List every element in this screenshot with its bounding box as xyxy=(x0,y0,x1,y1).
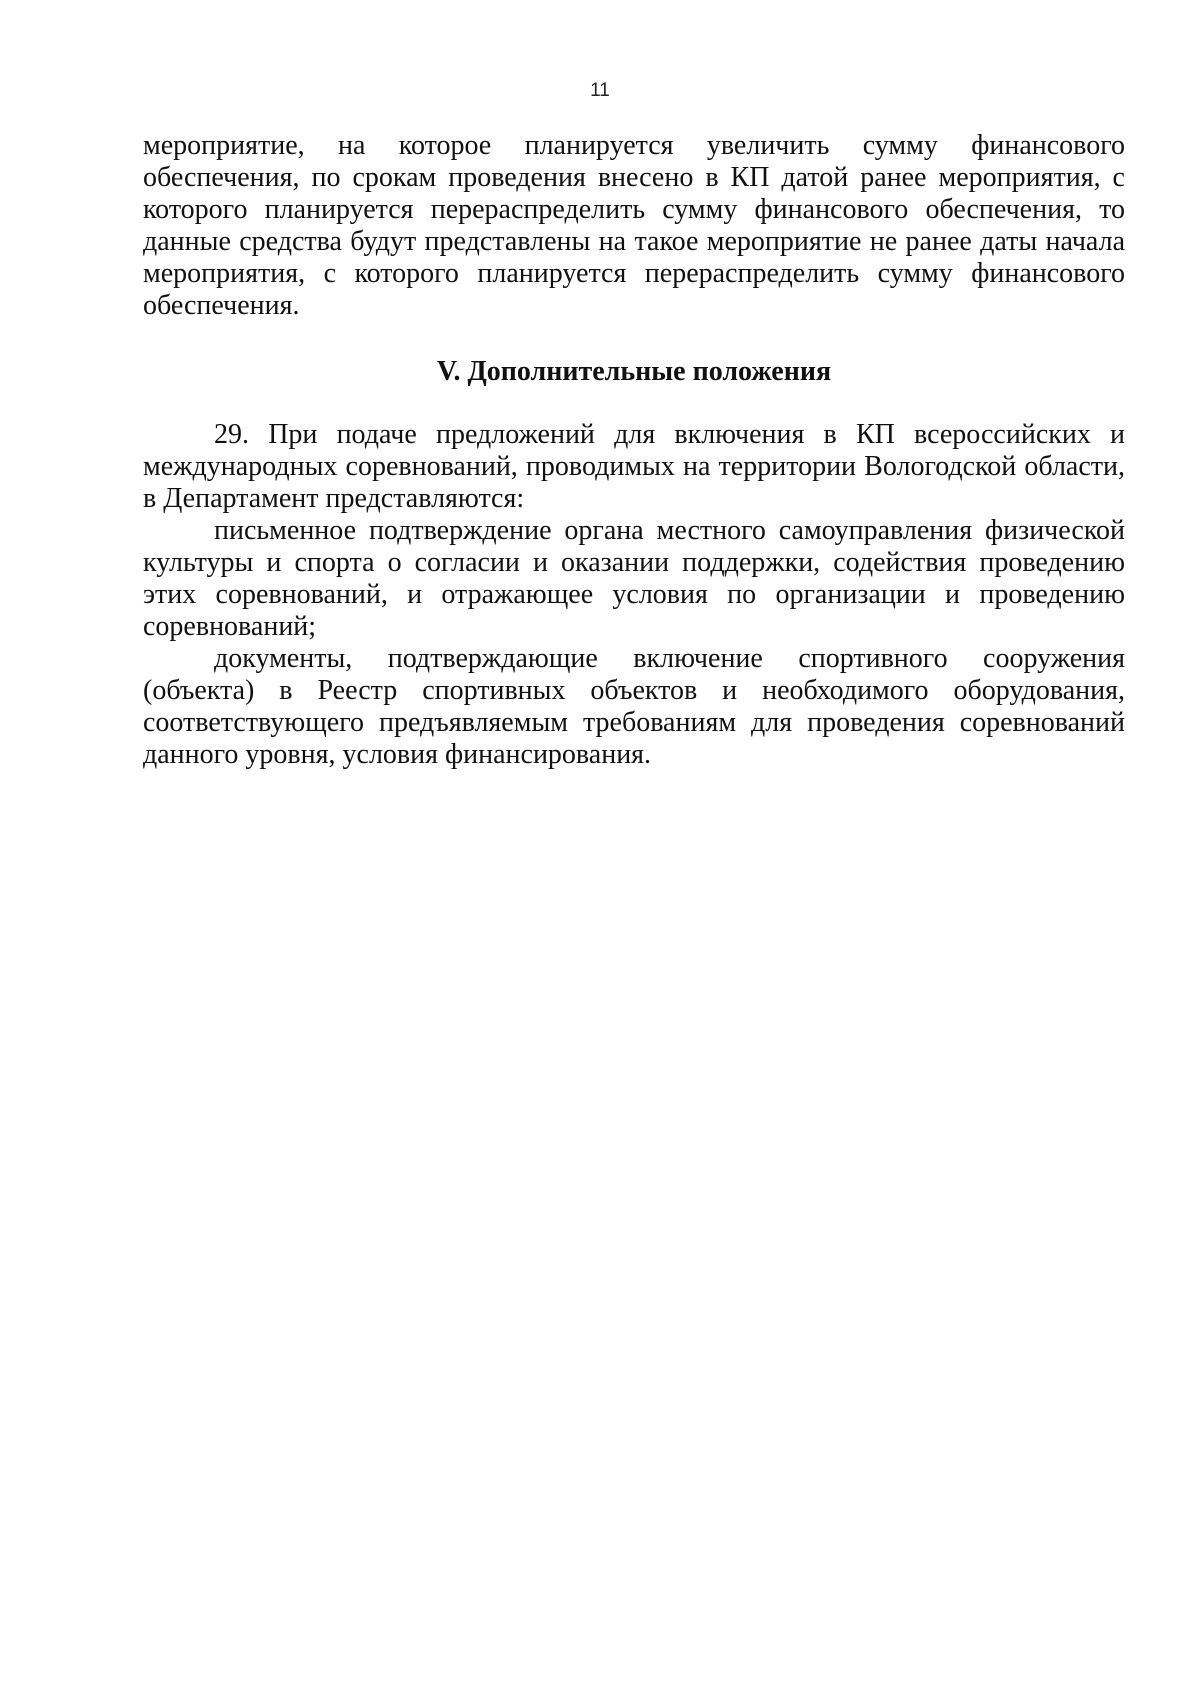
page-number: 11 xyxy=(590,80,610,101)
item-29-paragraph xyxy=(143,419,1125,515)
item-29-list-item: письменное подтверждение органа местного самоуправления физической культуры и спорта о согласии и оказании поддержки, содействия проведению этих соревнований, и отражающее условия по организации и проведению соревнований; xyxy=(143,515,1125,642)
section-heading: V. Дополнительные положения xyxy=(436,356,832,387)
item-29-text: При подаче предложений для включения в КП всероссийских и международных соревнований, проводимых на территории Вологодской области, в Департамент представляются: xyxy=(143,419,1125,514)
continuation-paragraph: мероприятие, на которое планируется увеличить сумму финансового обеспечения, по срокам проведения внесено в КП датой ранее мероприятия, с которого планируется перераспределить сумму финансового обеспечения, то данные средства будут представлены на такое мероприятие не ранее даты начала мероприятия, с которого планируется перераспределить сумму финансового обеспечения. xyxy=(143,130,1125,321)
item-29-list-item: документы, подтверждающие включение спортивного сооружения (объекта) в Реестр спортивных объектов и необходимого оборудования, соответствующего предъявляемым требованиям для проведения соревнований данного уровня, условия финансирования. xyxy=(143,643,1125,770)
item-29-number: 29. xyxy=(214,419,249,450)
document-body xyxy=(143,130,1125,771)
